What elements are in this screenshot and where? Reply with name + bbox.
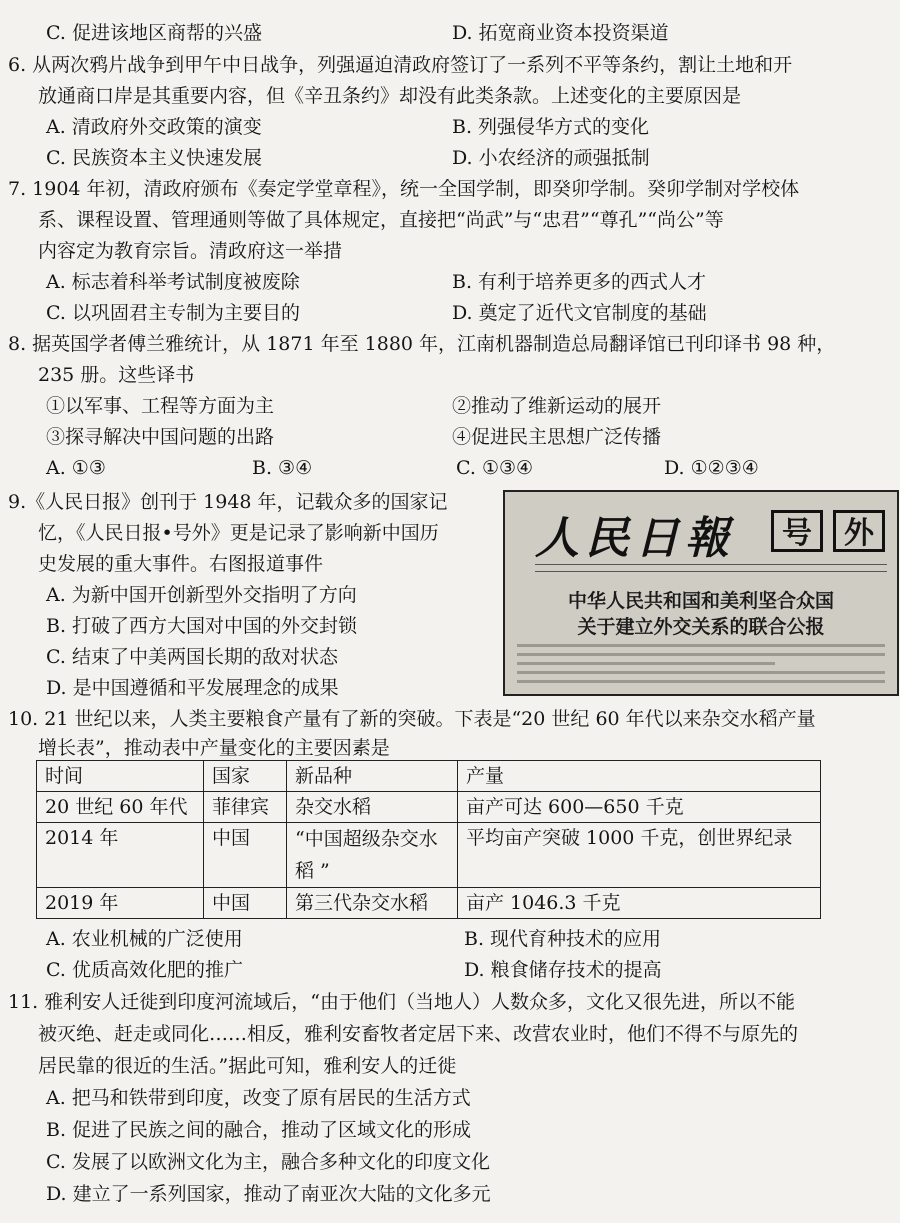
q8-stem-line2: 235 册。这些译书	[38, 364, 195, 386]
q11-stem-line1: 11. 雅利安人迁徙到印度河流域后，“由于他们（当地人）人数众多，文化又很先进，所以不能	[8, 991, 795, 1013]
table-cell: 平均亩产突破 1000 千克，创世界纪录	[458, 823, 821, 888]
q8-option-d: D. ①②③④	[664, 457, 759, 479]
table-cell: 2014 年	[37, 823, 204, 888]
q6-option-d: D. 小农经济的顽强抵制	[452, 147, 650, 169]
q7-stem-line2: 系、课程设置、管理通则等做了具体规定，直接把“尚武”与“忠君”“尊孔”“尚公”等	[38, 209, 724, 231]
q6-option-b: B. 列强侵华方式的变化	[452, 116, 650, 138]
table-cell: 亩产 1046.3 千克	[458, 888, 821, 919]
table-cell: 2019 年	[37, 888, 204, 919]
newspaper-masthead: 人民日報	[535, 513, 735, 564]
q10-stem-line2: 增长表”，推动表中产量变化的主要因素是	[38, 737, 390, 759]
newspaper-box-2: 外	[833, 510, 885, 552]
option-d: D. 拓宽商业资本投资渠道	[452, 22, 669, 44]
newspaper-image	[503, 490, 899, 696]
newspaper-body-text	[517, 644, 885, 689]
table-cell: 菲律宾	[204, 792, 287, 823]
q7-option-d: D. 奠定了近代文官制度的基础	[452, 302, 707, 324]
q8-statement-3: ③探寻解决中国问题的出路	[46, 426, 275, 448]
table-header: 时间	[37, 761, 204, 792]
q11-stem-line3: 居民靠的很近的生活。”据此可知，雅利安人的迁徙	[38, 1055, 457, 1077]
q9-stem-line2: 忆，《人民日报•号外》更是记录了影响新中国历	[38, 522, 439, 544]
q9-option-c: C. 结束了中美两国长期的敌对状态	[46, 646, 338, 668]
q10-option-d: D. 粮食储存技术的提高	[464, 959, 662, 981]
newspaper-box-1: 号	[771, 510, 823, 552]
newspaper-headline-1: 中华人民共和国和美利坚合众国	[567, 590, 834, 612]
q8-statement-2: ②推动了维新运动的展开	[452, 395, 662, 417]
q8-option-c: C. ①③④	[456, 457, 534, 479]
table-cell: 杂交水稻	[287, 792, 458, 823]
q9-option-b: B. 打破了西方大国对中国的外交封锁	[46, 615, 358, 637]
q11-option-c: C. 发展了以欧洲文化为主，融合多种文化的印度文化	[46, 1151, 490, 1173]
q10-option-b: B. 现代育种技术的应用	[464, 928, 662, 950]
q8-stem-line1: 8. 据英国学者傅兰雅统计，从 1871 年至 1880 年，江南机器制造总局翻译馆已刊印译书 98 种，	[8, 333, 836, 355]
q7-stem-line1: 7. 1904 年初，清政府颁布《奏定学堂章程》，统一全国学制，即癸卯学制。癸卯学制对学校体	[8, 178, 800, 200]
q11-stem-line2: 被灭绝、赶走或同化……相反，雅利安畜牧者定居下来、改营农业时，他们不得不与原先的	[38, 1023, 799, 1045]
q9-option-d: D. 是中国遵循和平发展理念的成果	[46, 677, 339, 699]
q10-stem-line1: 10. 21 世纪以来，人类主要粮食产量有了新的突破。下表是“20 世纪 60 年代以来杂交水稻产量	[8, 708, 816, 730]
table-header: 国家	[204, 761, 287, 792]
q8-statement-4: ④促进民主思想广泛传播	[452, 426, 662, 448]
q9-stem-line1: 9.《人民日报》创刊于 1948 年，记载众多的国家记	[8, 491, 448, 513]
table-header-row	[37, 761, 821, 792]
q10-option-a: A. 农业机械的广泛使用	[46, 928, 243, 950]
table-cell: 亩产可达 600—650 千克	[458, 792, 821, 823]
q10-option-c: C. 优质高效化肥的推广	[46, 959, 243, 981]
q7-option-c: C. 以巩固君主专制为主要目的	[46, 302, 300, 324]
table-cell: 20 世纪 60 年代	[37, 792, 204, 823]
q8-option-a: A. ①③	[46, 457, 106, 479]
q11-option-d: D. 建立了一系列国家，推动了南亚次大陆的文化多元	[46, 1183, 491, 1205]
table-header: 产量	[458, 761, 821, 792]
q6-stem-line2: 放通商口岸是其重要内容，但《辛丑条约》却没有此类条款。上述变化的主要原因是	[38, 85, 742, 107]
q7-option-b: B. 有利于培养更多的西式人才	[452, 271, 707, 293]
newspaper-dateline	[535, 564, 887, 572]
q6-option-a: A. 清政府外交政策的演变	[46, 116, 262, 138]
q8-option-b: B. ③④	[252, 457, 313, 479]
option-c: C. 促进该地区商帮的兴盛	[46, 22, 262, 44]
q9-stem-line3: 史发展的重大事件。右图报道事件	[38, 553, 324, 575]
table-cell: 第三代杂交水稻	[287, 888, 458, 919]
table-row	[37, 823, 821, 888]
q9-option-a: A. 为新中国开创新型外交指明了方向	[46, 584, 357, 606]
table-cell: 中国	[204, 823, 287, 888]
q11-option-b: B. 促进了民族之间的融合，推动了区域文化的形成	[46, 1119, 472, 1141]
q7-stem-line3: 内容定为教育宗旨。清政府这一举措	[38, 240, 343, 262]
q11-option-a: A. 把马和铁带到印度，改变了原有居民的生活方式	[46, 1087, 471, 1109]
table-cell: “中国超级杂交水稻 ”	[287, 823, 458, 888]
q8-statement-1: ①以军事、工程等方面为主	[46, 395, 275, 417]
table-header: 新品种	[287, 761, 458, 792]
q7-option-a: A. 标志着科举考试制度被废除	[46, 271, 300, 293]
q6-stem-line1: 6. 从两次鸦片战争到甲午中日战争，列强逼迫清政府签订了一系列不平等条约，割让土地和开	[8, 54, 793, 76]
table-row	[37, 792, 821, 823]
newspaper-headline-2: 关于建立外交关系的联合公报	[577, 616, 825, 638]
rice-yield-table	[36, 760, 821, 919]
table-row	[37, 888, 821, 919]
table-cell: 中国	[204, 888, 287, 919]
q6-option-c: C. 民族资本主义快速发展	[46, 147, 262, 169]
